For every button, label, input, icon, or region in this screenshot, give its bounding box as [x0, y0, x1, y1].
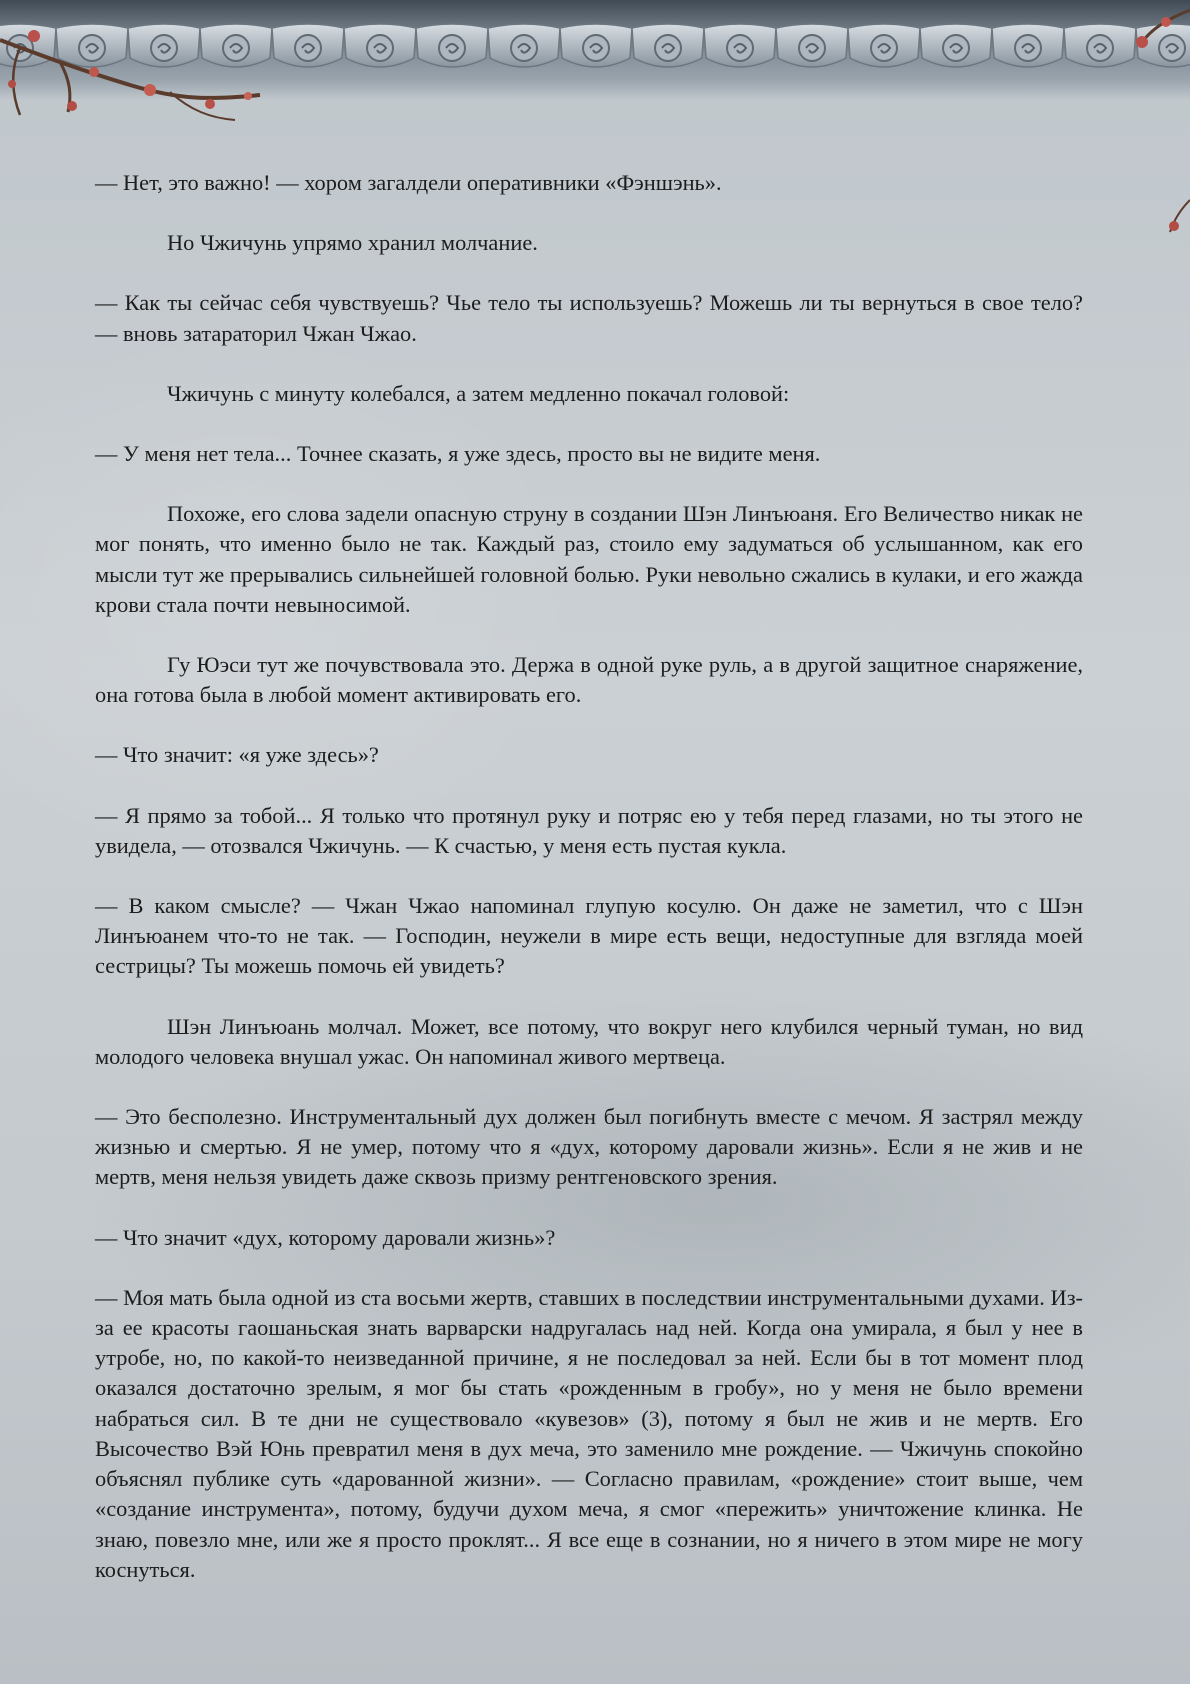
roof-tile-emblem	[1015, 35, 1041, 61]
paragraph: Гу Юэси тут же почувствовала это. Держа в одной руке руль, а в другой защитное снаряжение, она готова была в любой момент активировать его.	[95, 652, 1083, 708]
roof-tile-emblem	[439, 35, 465, 61]
paragraph: Похоже, его слова задели опасную струну в создании Шэн Линъюаня. Его Величество никак не мог понять, что именно было не так. Каждый раз, стоило ему задуматься об услышанном, как его мысли тут же прерывались сильнейшей головной болью. Руки невольно сжались в кулаки, и его жажда крови стала почти невыносимой.	[95, 501, 1083, 617]
roof-tile-emblem	[367, 35, 393, 61]
paragraph: — У меня нет тела... Точнее сказать, я уже здесь, просто вы не видите меня.	[95, 441, 821, 467]
roof-tile-emblem	[943, 35, 969, 61]
plum-branch-right	[1070, 0, 1190, 250]
paragraph: — Моя мать была одной из ста восьми жертв, ставших в последствии инструментальными духами. Из-за ее красоты гаошаньская знать варварски надругалась над ней. Когда она умирала, я был у нее в утробе, но, по какой-то неизведанной причине, я не последовал за ней. Если бы в тот момент плод оказался достаточно зрелым, я мог бы стать «рожденным в гробу», но у меня не было времени набраться сил. В те дни не существовало «кувезов» (3), потому я был не жив и не мертв. Его Высочество Вэй Юнь превратил меня в дух меча, это заменило мне рождение. — Чжичунь спокойно объяснял публике суть «дарованной жизни». — Согласно правилам, «рождение» стоит выше, чем «создание инструмента», потому, будучи духом меча, я смог «пережить» уничтожение клинка. Не знаю, повезло мне, или же я просто проклят... Я все еще в сознании, но я ничего в этом мире не могу коснуться.	[95, 1284, 1083, 1582]
roof-tile-emblem	[655, 35, 681, 61]
paragraph: — Это бесполезно. Инструментальный дух должен был погибнуть вместе с мечом. Я застрял между жизнью и смертью. Я не умер, потому что я «дух, которому даровали жизнь». Если я не жив и не мертв, меня нельзя увидеть даже сквозь призму рентгеновского зрения.	[95, 1104, 1083, 1190]
paragraph: — Как ты сейчас себя чувствуешь? Чье тело ты используешь? Можешь ли ты вернуться в свое тело? — вновь затараторил Чжан Чжао.	[95, 290, 1083, 346]
roof-tile-emblem	[799, 35, 825, 61]
paragraph: — Я прямо за тобой... Я только что протянул руку и потряс ею у тебя перед глазами, но ты этого не увидела, — отозвался Чжичунь. — К счастью, у меня есть пустая кукла.	[95, 802, 1083, 858]
paragraph: — В каком смысле? — Чжан Чжао напоминал глупую косулю. Он даже не заметил, что с Шэн Линъюанем что-то не так. — Господин, неужели в мире есть вещи, недоступные для взгляда моей сестрицы? Ты можешь помочь ей увидеть?	[95, 893, 1083, 979]
roof-tile-emblem	[583, 35, 609, 61]
roof-tile-emblem	[511, 35, 537, 61]
roof-tiles-decoration	[0, 0, 1190, 100]
plum-branch-left	[0, 0, 300, 130]
paragraph: Чжичунь с минуту колебался, а затем медленно покачал головой:	[167, 380, 790, 406]
paragraph: — Нет, это важно! — хором загалдели оперативники «Фэншэнь».	[95, 170, 722, 195]
roof-tile-emblem	[727, 35, 753, 61]
paragraph: Шэн Линъюань молчал. Может, все потому, что вокруг него клубился черный туман, но вид молодого человека внушал ужас. Он напоминал живого мертвеца.	[95, 1013, 1083, 1069]
paragraph: — Что значит «дух, которому даровали жизнь»?	[95, 1224, 556, 1250]
roof-tile-emblem	[871, 35, 897, 61]
paragraph: — Что значит: «я уже здесь»?	[95, 742, 379, 768]
paragraph: Но Чжичунь упрямо хранил молчание.	[167, 230, 538, 256]
chapter-text	[95, 168, 1083, 1615]
